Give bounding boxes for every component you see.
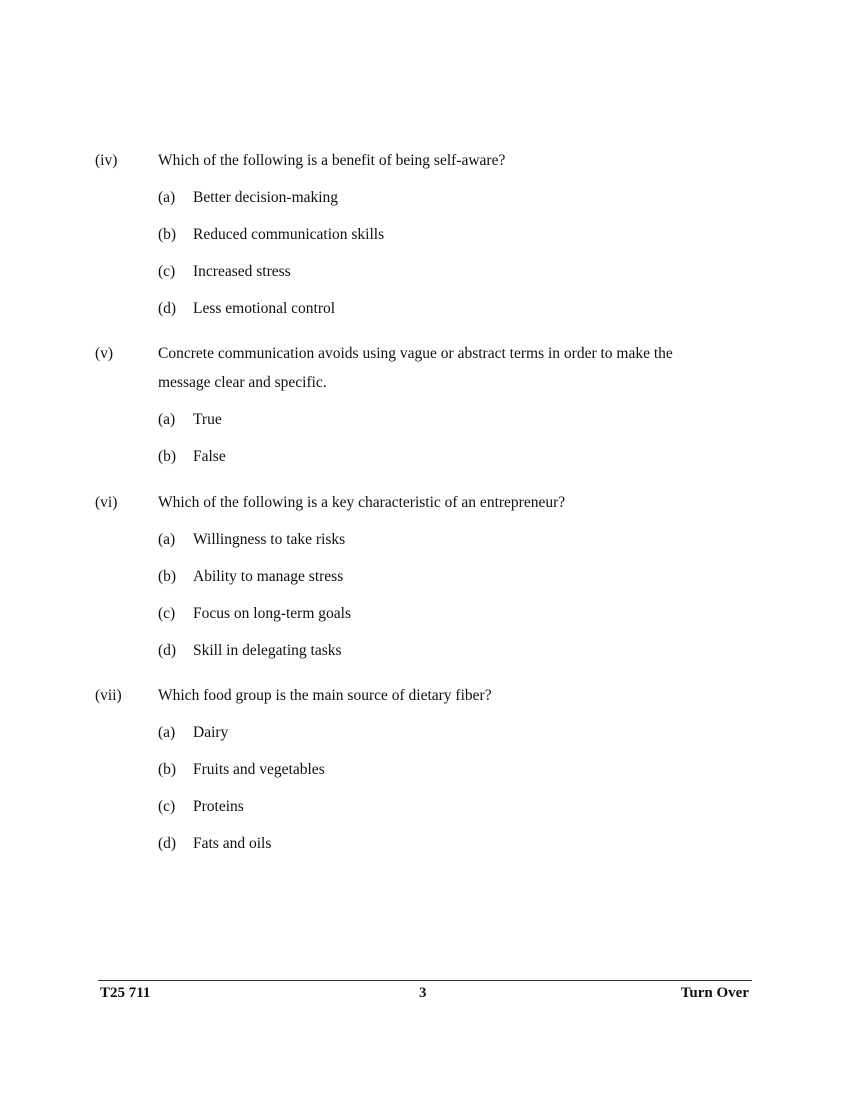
- option-a: [158, 183, 718, 220]
- option-c: [158, 599, 718, 636]
- question-text: Concrete communication avoids using vague or abstract terms in order to make the message clear and specific.: [158, 345, 673, 391]
- option-text: Willingness to take risks: [193, 531, 346, 548]
- option-text: False: [193, 448, 226, 465]
- option-label: (a): [158, 531, 176, 548]
- option-a: [158, 718, 718, 755]
- option-text: Ability to manage stress: [193, 568, 344, 585]
- options-v: [158, 405, 718, 479]
- option-text: True: [193, 411, 222, 428]
- option-a: [158, 405, 718, 442]
- question-number: (iv): [95, 152, 118, 169]
- paper-code: T25 711: [100, 985, 151, 1001]
- option-label: (b): [158, 568, 177, 585]
- option-text: Fats and oils: [193, 835, 272, 852]
- option-text: Increased stress: [193, 263, 291, 280]
- option-label: (b): [158, 761, 177, 778]
- option-label: (d): [158, 642, 177, 659]
- option-d: [158, 636, 718, 673]
- option-text: Skill in delegating tasks: [193, 642, 342, 659]
- option-label: (d): [158, 300, 177, 317]
- options-vii: [158, 718, 718, 866]
- option-label: (c): [158, 263, 176, 280]
- option-text: Reduced communication skills: [193, 226, 385, 243]
- question-text: Which food group is the main source of dietary fiber?: [158, 687, 492, 704]
- option-label: (c): [158, 605, 176, 622]
- option-label: (c): [158, 798, 176, 815]
- footer-divider: [98, 980, 752, 981]
- option-d: [158, 829, 718, 866]
- option-label: (a): [158, 724, 176, 741]
- turn-over-label: Turn Over: [680, 985, 749, 1001]
- option-b: [158, 442, 718, 479]
- option-label: (d): [158, 835, 177, 852]
- option-b: [158, 755, 718, 792]
- options-vi: [158, 525, 718, 673]
- question-number: (vi): [95, 494, 118, 511]
- question-number: (vii): [95, 687, 122, 704]
- option-d: [158, 294, 718, 331]
- question-text: Which of the following is a benefit of being self-aware?: [158, 152, 506, 169]
- option-text: Fruits and vegetables: [193, 761, 325, 778]
- option-b: [158, 562, 718, 599]
- option-b: [158, 220, 718, 257]
- option-text: Dairy: [193, 724, 229, 741]
- option-label: (b): [158, 226, 177, 243]
- option-c: [158, 257, 718, 294]
- option-text: Proteins: [193, 798, 244, 815]
- question-number: (v): [95, 345, 114, 362]
- options-iv: [158, 183, 718, 331]
- option-a: [158, 525, 718, 562]
- option-text: Focus on long-term goals: [193, 605, 351, 622]
- option-text: Less emotional control: [193, 300, 336, 317]
- question-text: Which of the following is a key characteristic of an entrepreneur?: [158, 494, 566, 511]
- page-number: 3: [419, 985, 427, 1001]
- option-c: [158, 792, 718, 829]
- option-text: Better decision-making: [193, 189, 339, 206]
- option-label: (a): [158, 411, 176, 428]
- option-label: (a): [158, 189, 176, 206]
- option-label: (b): [158, 448, 177, 465]
